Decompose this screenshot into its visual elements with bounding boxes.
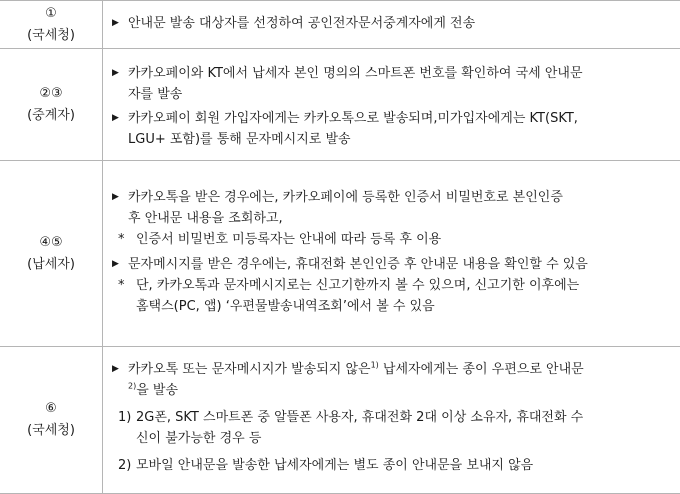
bullet-marker: ▶ — [112, 113, 119, 123]
description-cell — [112, 187, 672, 317]
item-text-line: 자를 발송 — [128, 87, 183, 102]
actor-cell — [0, 49, 102, 161]
description-cell — [112, 359, 672, 476]
item-text: 문자메시지를 받은 경우에는, 휴대전화 본인인증 후 안내문 내용을 확인할 수 있음 — [128, 257, 588, 272]
table-row — [0, 0, 680, 49]
actor-label: (납세자) — [27, 257, 75, 272]
actor-cell — [0, 161, 102, 347]
actor-cell — [0, 347, 102, 493]
bullet-marker: ▶ — [112, 364, 119, 374]
footnote-text-line: 2G폰, SKT 스마트폰 중 알뜰폰 사용자, 휴대전화 2대 이상 소유자, 휴대전화 수 — [136, 410, 584, 425]
actor-label: (중계자) — [27, 108, 75, 123]
table-row — [0, 48, 680, 161]
note-item — [112, 229, 672, 250]
table-row — [0, 160, 680, 347]
footnote-text: 모바일 안내문을 발송한 납세자에게는 별도 종이 안내문을 보내지 않음 — [136, 458, 534, 473]
description-cell — [112, 13, 672, 34]
item-text-line: 카카오톡을 받은 경우에는, 카카오페이에 등록한 인증서 비밀번호로 본인인증 — [128, 190, 563, 205]
item-text-line: 카카오페이와 KT에서 납세자 본인 명의의 스마트폰 번호를 확인하여 국세 안내문 — [128, 66, 583, 81]
bullet-marker: ▶ — [112, 18, 119, 28]
item-text-part: 카카오톡 또는 문자메시지가 발송되지 않은 — [128, 362, 371, 377]
list-item — [112, 13, 672, 34]
item-text-line: 카카오페이 회원 가입자에게는 카카오톡으로 발송되며,미가입자에게는 KT(SKT, — [128, 111, 578, 126]
footnote-item — [112, 455, 672, 476]
bullet-marker: ▶ — [112, 259, 119, 269]
item-text-line: LGU+ 포함)를 통해 문자메시지로 발송 — [128, 132, 351, 147]
list-item — [112, 187, 672, 229]
note-item — [112, 275, 672, 317]
list-item — [112, 108, 672, 150]
actor-label: (국세청) — [27, 423, 75, 438]
asterisk-marker: * — [118, 278, 125, 293]
step-number: ②③ — [39, 86, 63, 101]
step-number: ⑥ — [45, 401, 57, 416]
footnote-ref: 1) — [370, 360, 379, 370]
item-text-part: 을 발송 — [136, 383, 179, 398]
note-text: 인증서 비밀번호 미등록자는 안내에 따라 등록 후 이용 — [136, 232, 442, 247]
actor-cell — [0, 1, 102, 49]
step-number: ① — [45, 6, 57, 21]
description-cell — [112, 63, 672, 150]
footnote-item — [112, 407, 672, 449]
footnote-text-line: 신이 불가능한 경우 등 — [136, 431, 262, 446]
item-text: 안내문 발송 대상자를 선정하여 공인전자문서중계자에게 전송 — [128, 16, 476, 31]
list-item — [112, 359, 672, 401]
note-text-line: 홈택스(PC, 앱) ‘우편물발송내역조회’에서 볼 수 있음 — [136, 299, 435, 314]
table-row — [0, 346, 680, 494]
bullet-marker: ▶ — [112, 192, 119, 202]
footnote-ref: 2) — [128, 381, 137, 391]
bullet-marker: ▶ — [112, 68, 119, 78]
item-text-part: 납세자에게는 종이 우편으로 안내문 — [378, 362, 584, 377]
footnote-marker: 1) — [118, 410, 132, 425]
footnote-marker: 2) — [118, 458, 132, 473]
list-item — [112, 254, 672, 275]
list-item — [112, 63, 672, 105]
asterisk-marker: * — [118, 232, 125, 247]
step-number: ④⑤ — [39, 235, 63, 250]
item-text-line: 후 안내문 내용을 조회하고, — [128, 211, 283, 226]
note-text-line: 단, 카카오톡과 문자메시지로는 신고기한까지 볼 수 있으며, 신고기한 이후에는 — [136, 278, 580, 293]
actor-label: (국세청) — [27, 28, 75, 43]
